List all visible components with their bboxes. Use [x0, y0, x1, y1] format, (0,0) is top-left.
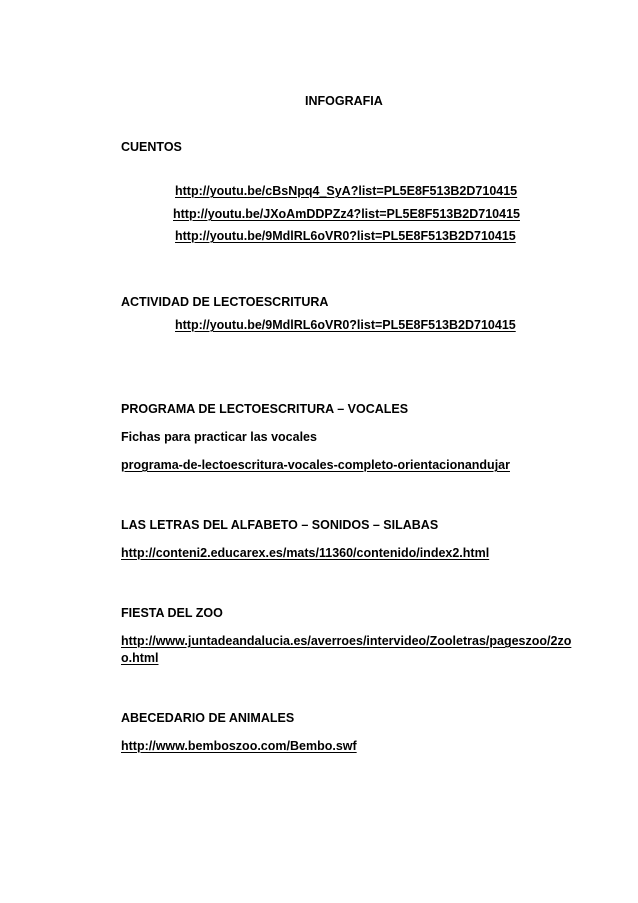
- fiesta-link[interactable]: http://www.juntadeandalucia.es/averroes/intervideo/Zooletras/pageszoo/2zoo.html: [121, 634, 572, 665]
- fiesta-heading: FIESTA DEL ZOO: [121, 606, 223, 620]
- cuentos-link-1[interactable]: http://youtu.be/cBsNpq4_SyA?list=PL5E8F513B2D710415: [175, 184, 518, 198]
- abecedario-heading: ABECEDARIO DE ANIMALES: [121, 711, 295, 725]
- actividad-link[interactable]: http://youtu.be/9MdlRL6oVR0?list=PL5E8F513B2D710415: [175, 318, 516, 332]
- letras-link[interactable]: http://conteni2.educarex.es/mats/11360/contenido/index2.html: [121, 546, 490, 560]
- programa-link[interactable]: programa-de-lectoescritura-vocales-completo-orientacionandujar: [121, 458, 510, 472]
- letras-heading: LAS LETRAS DEL ALFABETO – SONIDOS – SILABAS: [121, 518, 439, 532]
- cuentos-link-2[interactable]: http://youtu.be/JXoAmDDPZz4?list=PL5E8F513B2D710415: [173, 207, 520, 221]
- abecedario-link[interactable]: http://www.bemboszoo.com/Bembo.swf: [121, 739, 357, 753]
- page-title: INFOGRAFIA: [305, 94, 383, 108]
- actividad-heading: ACTIVIDAD DE LECTOESCRITURA: [121, 295, 329, 309]
- programa-heading: PROGRAMA DE LECTOESCRITURA – VOCALES: [121, 402, 409, 416]
- cuentos-heading: CUENTOS: [121, 140, 182, 154]
- programa-subtitle: Fichas para practicar las vocales: [121, 430, 317, 444]
- cuentos-link-3[interactable]: http://youtu.be/9MdlRL6oVR0?list=PL5E8F513B2D710415: [175, 229, 516, 243]
